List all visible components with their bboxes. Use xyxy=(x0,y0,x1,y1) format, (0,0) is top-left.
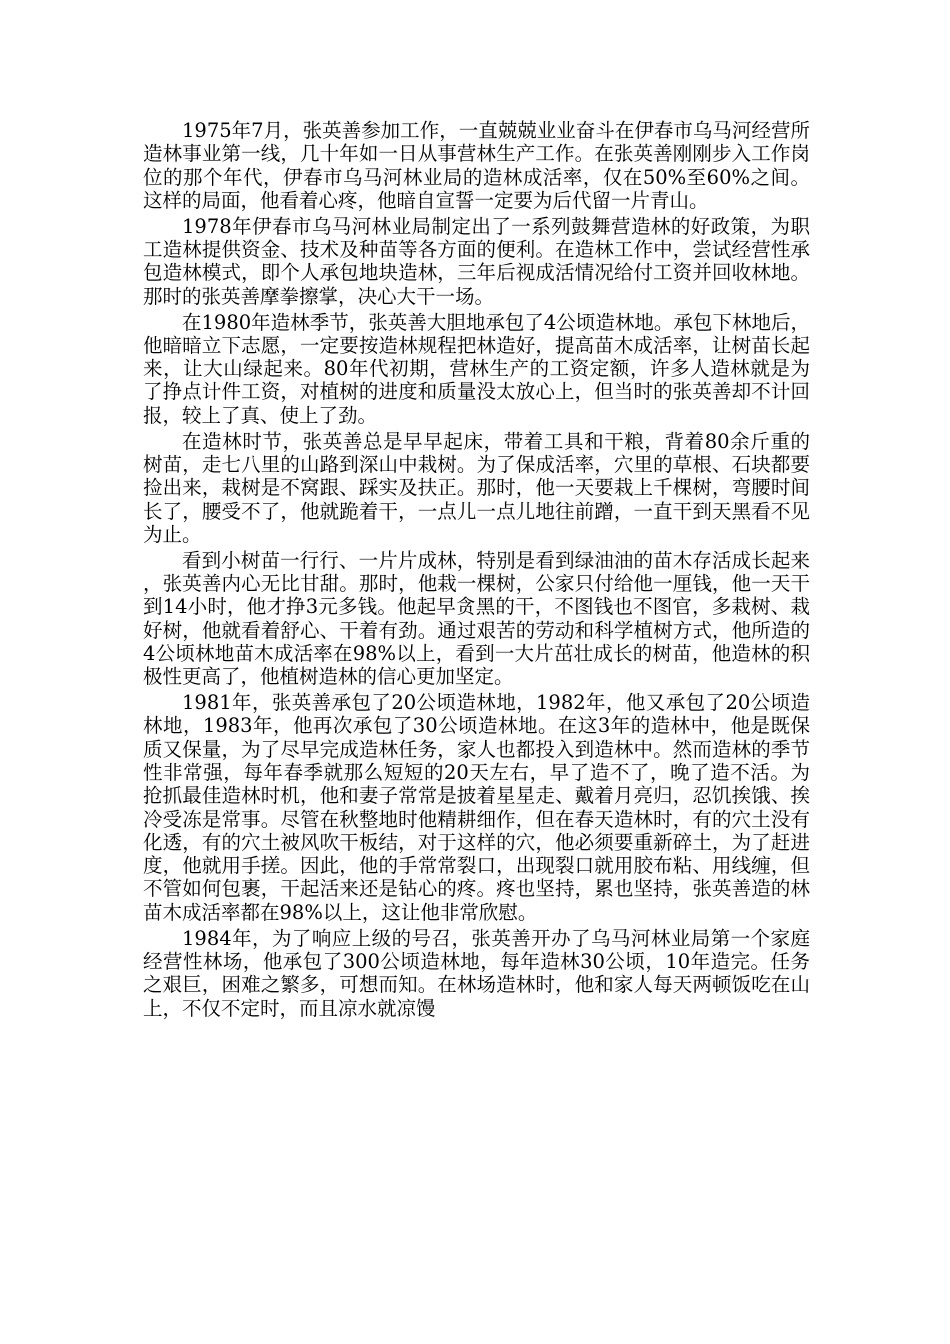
paragraph-3: 在1980年造林季节，张英善大胆地承包了4公顷造林地。承包下林地后，他暗暗立下志愿，一定要按造林规程把林造好，提高苗木成活率，让树苗长起来，让大山绿起来。80年代初期，营林生产的工资定额，许多人造林就是为了挣点计件工资，对植树的进度和质量没太放心上，但当时的张英善却不计回报，较上了真、使上了劲。 xyxy=(143,310,810,427)
paragraph-1: 1975年7月，张英善参加工作，一直兢兢业业奋斗在伊春市乌马河经营所造林事业第一线，几十年如一日从事营林生产工作。在张英善刚刚步入工作岗位的那个年代，伊春市乌马河林业局的造林成活率，仅在50%至60%之间。这样的局面，他看着心疼，他暗自宣誓一定要为后代留一片青山。 xyxy=(143,119,810,212)
paragraph-6: 1981年，张英善承包了20公顷造林地，1982年，他又承包了20公顷造林地，1983年，他再次承包了30公顷造林地。在这3年的造林中，他是既保质又保量，为了尽早完成造林任务，家人也都投入到造林中。然而造林的季节性非常强，每年春季就那么短短的20天左右，早了造不了，晚了造不活。为抢抓最佳造林时机，他和妻子常常是披着星星走、戴着月亮归，忍饥挨饿、挨冷受冻是常事。尽管在秋整地时他精耕细作，但在春天造林时，有的穴土没有化透，有的穴土被风吹干板结，对于这样的穴，他必须要重新碎土，为了赶进度，他就用手搓。因此，他的手常常裂口，出现裂口就用胶布粘、用线缠，但不管如何包裹，干起活来还是钻心的疼。疼也坚持，累也坚持，张英善造的林苗木成活率都在98%以上，这让他非常欣慰。 xyxy=(143,691,810,924)
paragraph-7: 1984年，为了响应上级的号召，张英善开办了乌马河林业局第一个家庭经营性林场，他承包了300公顷造林地，每年造林30公顷，10年造完。任务之艰巨，困难之繁多，可想而知。在林场造林时，他和家人每天两顿饭吃在山上，不仅不定时，而且凉水就凉馒 xyxy=(143,926,810,1020)
paragraph-4: 在造林时节，张英善总是早早起床，带着工具和干粮，背着80余斤重的树苗，走七八里的山路到深山中栽树。为了保成活率，穴里的草根、石块都要捡出来，栽树是不窝跟、踩实及扶正。那时，他一天要栽上千棵树，弯腰时间长了，腰受不了，他就跪着干，一点儿一点儿地往前蹭，一直干到天黑看不见为止。 xyxy=(143,429,810,546)
paragraph-5: 看到小树苗一行行、一片片成林，特别是看到绿油油的苗木存活成长起来，张英善内心无比甘甜。那时，他栽一棵树，公家只付给他一厘钱，他一天干到14小时，他才挣3元多钱。他起早贪黑的干，不图钱也不图官，多栽树、栽好树，他就看着舒心、干着有劲。通过艰苦的劳动和科学植树方式，他所造的4公顷林地苗木成活率在98%以上，看到一大片茁壮成长的树苗，他造林的积极性更高了，他植树造林的信心更加坚定。 xyxy=(143,548,810,689)
document-body xyxy=(143,119,810,1022)
paragraph-2: 1978年伊春市乌马河林业局制定出了一系列鼓舞营造林的好政策，为职工造林提供资金、技术及种苗等各方面的便利。在造林工作中，尝试经营性承包造林模式，即个人承包地块造林，三年后视成活情况给付工资并回收林地。那时的张英善摩拳擦掌，决心大干一场。 xyxy=(143,214,810,308)
